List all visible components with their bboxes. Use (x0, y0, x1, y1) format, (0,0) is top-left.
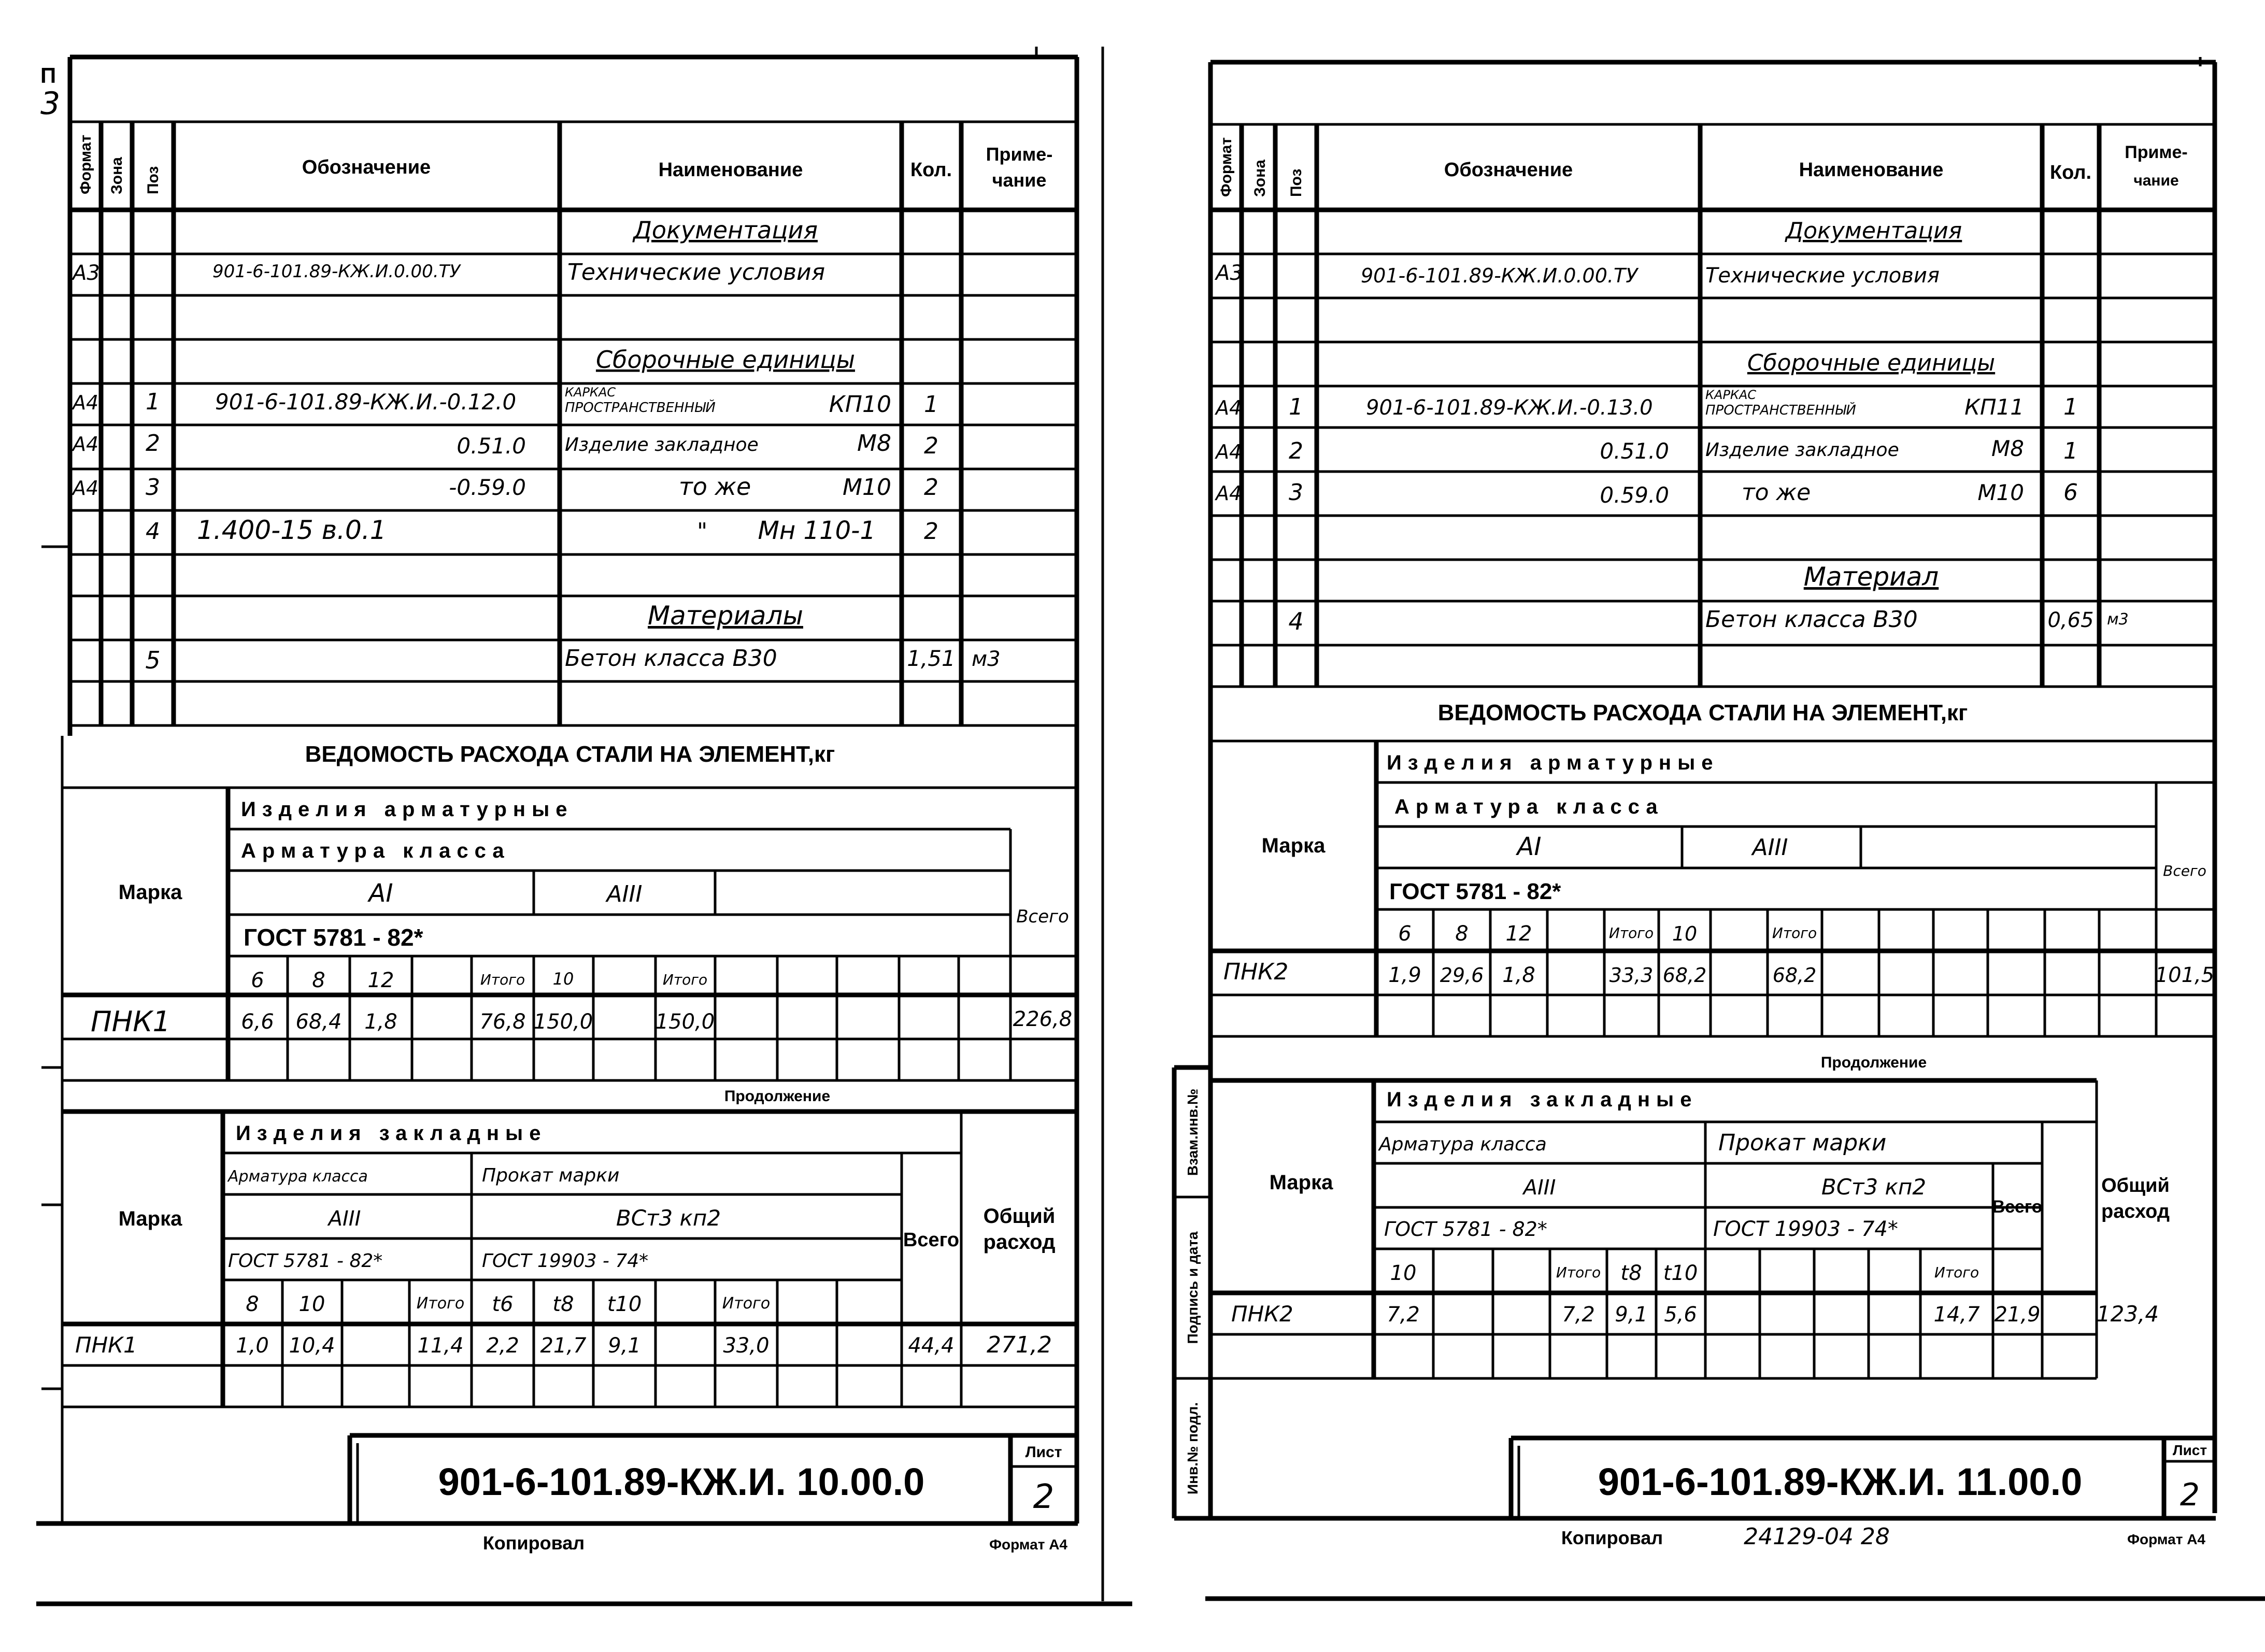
row-2-name: Технические условия (567, 259, 825, 286)
row-5-name-code: КП11 (1964, 394, 2024, 420)
steel2-class-a3: АIII (1523, 1176, 1556, 1200)
steel1-marka-label: Марка (1261, 834, 1326, 857)
steel2-col-itogo1: Итого (1556, 1264, 1601, 1281)
row-6-name-code: М8 (1991, 436, 2024, 461)
row-6-name-code: М8 (857, 430, 891, 457)
header-qty: Кол. (910, 159, 952, 181)
footer-order-no: 24129-04 28 (1744, 1523, 1890, 1550)
steel1-group: Изделия арматурные (241, 798, 574, 821)
row-8-name: " (697, 518, 708, 545)
row-7-designation: -0.59.0 (449, 475, 526, 500)
side-label-zam: Взам.инв.№ (1185, 1088, 1201, 1176)
row-6-pos: 2 (1289, 438, 1303, 464)
steel2-overall-line1: Общий (983, 1205, 1056, 1228)
steel1-col-itogo1: Итого (1608, 924, 1654, 942)
steel1-v6: 6,6 (241, 1010, 274, 1034)
steel2-overall: 271,2 (987, 1332, 1052, 1358)
row-10-note: м3 (2107, 610, 2129, 629)
steel1-v12: 1,8 (364, 1010, 397, 1034)
header-note-line1: Приме- (986, 144, 1053, 165)
steel2-col-10: 10 (1390, 1261, 1417, 1285)
side-label-podpis: Подпись и дата (1185, 1231, 1201, 1344)
steel2-group: Изделия закладные (1387, 1088, 1698, 1111)
steel1-col-12: 12 (1505, 922, 1532, 946)
header-note-line2: чание (2133, 172, 2179, 189)
steel2-class-label: Арматура класса (1379, 1134, 1547, 1155)
row-11-name: Бетон класса В30 (565, 645, 777, 672)
steel2-overall: 123,4 (2096, 1301, 2159, 1327)
row-8-pos: 4 (146, 518, 160, 545)
steel2-class-a3: АIII (328, 1207, 361, 1231)
steel2-t8: 21,7 (540, 1334, 587, 1358)
row-5-pos: 1 (146, 389, 160, 415)
steel2-marka: ПНК2 (1231, 1301, 1293, 1327)
row-5-designation: 901-6-101.89-КЖ.И.-0.13.0 (1366, 396, 1653, 420)
steel2-col-itogo2: Итого (1934, 1264, 1979, 1281)
steel1-marka: ПНК2 (1223, 959, 1289, 985)
row-7-format: А4 (73, 477, 99, 500)
row-7-name-code: М10 (1977, 480, 2024, 505)
steel1-col-itogo1: Итого (480, 971, 525, 988)
row-5-name-line2: ПРОСТРАНСТВЕННЫЙ (1705, 403, 1856, 418)
section-material: Материал (1803, 562, 1939, 592)
row-8-name-code: Мн 110-1 (758, 516, 876, 545)
steel2-gost1: ГОСТ 5781 - 82* (1384, 1218, 1547, 1241)
steel2-overall-line1: Общий (2101, 1175, 2170, 1197)
row-7-name-code: М10 (843, 474, 891, 501)
steel1-v10: 150,0 (533, 1010, 593, 1034)
steel1-col-6: 6 (251, 969, 264, 992)
footer-format: Формат А4 (2127, 1531, 2205, 1547)
sheet-right (1133, 0, 2265, 1652)
steel1-class-label: Арматура класса (241, 839, 510, 862)
sheet-left-drawing (0, 0, 1132, 1652)
steel1-total: 101,5 (2155, 963, 2215, 987)
row-7-format: А4 (1216, 482, 1242, 505)
stamp-sheet-label: Лист (2172, 1442, 2207, 1458)
row-6-pos: 2 (146, 430, 160, 457)
steel1-col-itogo2: Итого (662, 971, 708, 988)
row-6-qty: 2 (924, 433, 938, 459)
steel1-v8: 29,6 (1440, 964, 1484, 987)
row-10-pos: 4 (1288, 607, 1304, 635)
stamp-sheet-no: 2 (1033, 1478, 1055, 1516)
row-7-qty: 2 (924, 474, 938, 501)
steel2-gost1: ГОСТ 5781 - 82* (228, 1250, 383, 1272)
row-11-pos: 5 (145, 646, 161, 674)
row-7-name: то же (1742, 479, 1811, 506)
row-8-designation: 1.400-15 в.0.1 (197, 515, 387, 545)
steel2-gost2: ГОСТ 19903 - 74* (482, 1250, 649, 1272)
steel2-marka-label: Марка (118, 1207, 182, 1230)
steel1-class-a3: АIII (1752, 834, 1788, 861)
footer-format: Формат А4 (989, 1536, 1067, 1553)
row-5-pos: 1 (1289, 394, 1303, 420)
steel-title-left: ВЕДОМОСТЬ РАСХОДА СТАЛИ НА ЭЛЕМЕНТ,кг (305, 742, 835, 767)
side-label-inv: Инв.№ подл. (1185, 1402, 1201, 1495)
steel1-col-12: 12 (367, 969, 394, 992)
steel1-col-itogo2: Итого (1772, 924, 1817, 942)
steel2-col-t6: t6 (492, 1292, 514, 1316)
row-7-qty: 6 (2063, 479, 2078, 506)
title-stamp-left (350, 1435, 1077, 1523)
section-assembly-units: Сборочные единицы (595, 346, 856, 374)
row-2-name: Технические условия (1705, 264, 1940, 288)
row-5-name-line1: КАРКАС (565, 385, 616, 400)
steel-title-right: ВЕДОМОСТЬ РАСХОДА СТАЛИ НА ЭЛЕМЕНТ,кг (1437, 700, 1968, 725)
spec-table-right (1210, 124, 2215, 687)
section-documentation: Документация (1785, 218, 1962, 244)
row-6-format: А4 (73, 433, 99, 455)
steel1-itogo1: 33,3 (1609, 964, 1654, 987)
row-2-format: А3 (1216, 261, 1243, 285)
header-format: Формат (1218, 137, 1235, 197)
steel2-itogo1: 11,4 (417, 1334, 464, 1358)
steel2-total: 21,9 (1994, 1303, 2041, 1327)
row-7-pos: 3 (1289, 479, 1303, 506)
row-10-qty: 0,65 (2047, 608, 2094, 632)
steel2-t10: 5,6 (1664, 1303, 1697, 1327)
steel1-col-8: 8 (1455, 922, 1469, 946)
steel-table-reinforcing-right (1210, 741, 2215, 1036)
section-documentation: Документация (633, 216, 818, 244)
steel2-marka: ПНК1 (75, 1332, 137, 1358)
row-6-designation: 0.51.0 (1600, 438, 1669, 464)
steel1-total-label: Всего (2163, 862, 2206, 879)
steel1-class-a1: АI (368, 879, 393, 908)
footer-copied: Копировал (1561, 1527, 1663, 1548)
steel-table-reinforcing-left (62, 788, 1077, 1080)
continuation-label-right: Продолжение (1820, 1054, 1927, 1071)
steel2-group: Изделия закладные (236, 1122, 547, 1145)
steel2-col-t8: t8 (1620, 1261, 1642, 1285)
steel2-col-t8: t8 (552, 1292, 574, 1316)
row-2-format: А3 (73, 261, 100, 285)
sheet-right-drawing (1133, 0, 2265, 1652)
steel2-v8: 1,0 (236, 1334, 269, 1358)
steel2-t8: 9,1 (1615, 1303, 1648, 1327)
stamp-sheet-no: 2 (2179, 1477, 2200, 1513)
steel1-col-6: 6 (1398, 922, 1412, 946)
title-stamp-right (1511, 1438, 2215, 1518)
steel2-col-t10: t10 (1663, 1261, 1698, 1285)
corner-mark: 3 (40, 86, 61, 122)
row-5-designation: 901-6-101.89-КЖ.И.-0.12.0 (215, 389, 517, 415)
row-8-qty: 2 (924, 518, 938, 545)
stamp-code: 901-6-101.89-КЖ.И. 10.00.0 (438, 1460, 925, 1503)
steel1-group: Изделия арматурные (1387, 751, 1719, 774)
footer-copied: Копировал (482, 1532, 585, 1554)
row-5-name-line1: КАРКАС (1705, 388, 1757, 402)
steel2-t10: 9,1 (608, 1334, 641, 1358)
header-zone: Зона (108, 157, 125, 194)
steel1-gost: ГОСТ 5781 - 82* (1389, 879, 1561, 904)
steel1-total-label: Всего (1016, 906, 1069, 927)
header-qty: Кол. (2049, 162, 2092, 183)
steel1-marka-label: Марка (118, 881, 182, 904)
section-assembly-units: Сборочные единицы (1747, 350, 1996, 376)
steel2-v10: 10,4 (289, 1334, 335, 1358)
corner-mark-small: П (40, 63, 56, 88)
steel2-col-10: 10 (298, 1292, 325, 1316)
row-6-format: А4 (1216, 440, 1242, 463)
steel2-col-8: 8 (246, 1292, 259, 1316)
header-pos: Поз (145, 166, 162, 194)
row-11-note: м3 (972, 647, 1001, 671)
row-5-qty: 1 (924, 391, 938, 418)
row-10-name: Бетон класса В30 (1705, 606, 1918, 633)
steel2-prokat-label: Прокат марки (1718, 1130, 1887, 1156)
steel2-prokat-label: Прокат марки (482, 1165, 620, 1186)
steel1-itogo1: 76,8 (479, 1010, 526, 1034)
steel2-class-label: Арматура класса (228, 1167, 368, 1186)
row-6-name: Изделие закладное (565, 434, 759, 455)
row-7-designation: 0.59.0 (1600, 482, 1669, 508)
steel1-col-10: 10 (1672, 922, 1698, 945)
steel1-class-a1: АI (1517, 832, 1542, 861)
steel2-col-itogo2: Итого (722, 1294, 771, 1313)
section-materials: Материалы (648, 601, 803, 631)
steel2-gost2: ГОСТ 19903 - 74* (1713, 1217, 1898, 1241)
row-5-name-code: КП10 (829, 391, 891, 418)
steel2-total: 44,4 (908, 1334, 955, 1358)
steel2-t6: 2,2 (486, 1334, 519, 1358)
steel2-itogo1: 7,2 (1562, 1303, 1595, 1327)
steel1-marka: ПНК1 (91, 1005, 170, 1038)
row-2-designation: 901-6-101.89-КЖ.И.0.00.ТУ (212, 261, 461, 282)
header-name: Наименование (1799, 159, 1944, 181)
header-zone: Зона (1251, 160, 1269, 197)
steel2-total-label: Всего (903, 1229, 960, 1251)
stamp-code: 901-6-101.89-КЖ.И. 11.00.0 (1598, 1460, 2083, 1503)
row-2-designation: 901-6-101.89-КЖ.И.0.00.ТУ (1361, 264, 1638, 287)
row-6-name: Изделие закладное (1705, 439, 1899, 461)
header-pos: Поз (1288, 168, 1305, 197)
row-6-designation: 0.51.0 (457, 433, 526, 459)
steel1-total: 226,8 (1013, 1007, 1073, 1031)
header-name: Наименование (658, 159, 803, 181)
row-6-qty: 1 (2063, 438, 2078, 464)
row-5-name-line2: ПРОСТРАНСТВЕННЫЙ (565, 400, 716, 416)
steel2-itogo2: 14,7 (1933, 1303, 1980, 1327)
steel1-itogo2: 68,2 (1772, 964, 1817, 987)
steel1-class-a3: АIII (606, 881, 643, 907)
header-note-line2: чание (992, 169, 1047, 191)
steel1-col-10: 10 (552, 969, 574, 989)
header-designation: Обозначение (1444, 159, 1573, 181)
row-7-pos: 3 (146, 474, 160, 501)
row-7-name: то же (679, 473, 751, 501)
steel1-itogo2: 150,0 (655, 1010, 715, 1034)
steel2-prokat-grade: ВСт3 кп2 (616, 1205, 721, 1231)
continuation-label-left: Продолжение (724, 1088, 831, 1105)
steel1-gost: ГОСТ 5781 - 82* (244, 924, 423, 951)
steel2-overall-line2: расход (983, 1231, 1056, 1254)
row-5-format: А4 (73, 391, 99, 414)
steel2-total-label: Всего (1992, 1197, 2043, 1217)
header-designation: Обозначение (302, 156, 431, 178)
steel1-v10: 68,2 (1662, 964, 1707, 987)
sheet-left (0, 0, 1132, 1652)
steel1-class-label: Арматура класса (1394, 795, 1664, 818)
header-note-line1: Приме- (2125, 143, 2188, 162)
steel1-v8: 68,4 (295, 1010, 342, 1034)
steel2-col-itogo1: Итого (416, 1294, 465, 1313)
steel2-v10: 7,2 (1387, 1303, 1420, 1327)
row-5-format: А4 (1216, 396, 1242, 419)
steel1-col-8: 8 (312, 969, 325, 992)
steel-table-embedded-left (62, 1112, 1077, 1407)
header-format: Формат (77, 134, 94, 194)
steel1-v6: 1,9 (1388, 963, 1421, 987)
steel2-itogo2: 33,0 (723, 1334, 770, 1358)
stamp-sheet-label: Лист (1025, 1444, 1062, 1461)
steel2-col-t10: t10 (607, 1292, 642, 1316)
steel2-prokat-grade: ВСт3 кп2 (1821, 1174, 1927, 1200)
row-5-qty: 1 (2063, 394, 2078, 420)
steel2-overall-line2: расход (2101, 1201, 2170, 1222)
steel-table-embedded-right (1210, 1080, 2170, 1378)
steel1-v12: 1,8 (1502, 963, 1535, 987)
spec-table-left (70, 122, 1077, 725)
steel2-marka-label: Марка (1269, 1171, 1333, 1194)
row-11-qty: 1,51 (907, 646, 956, 671)
